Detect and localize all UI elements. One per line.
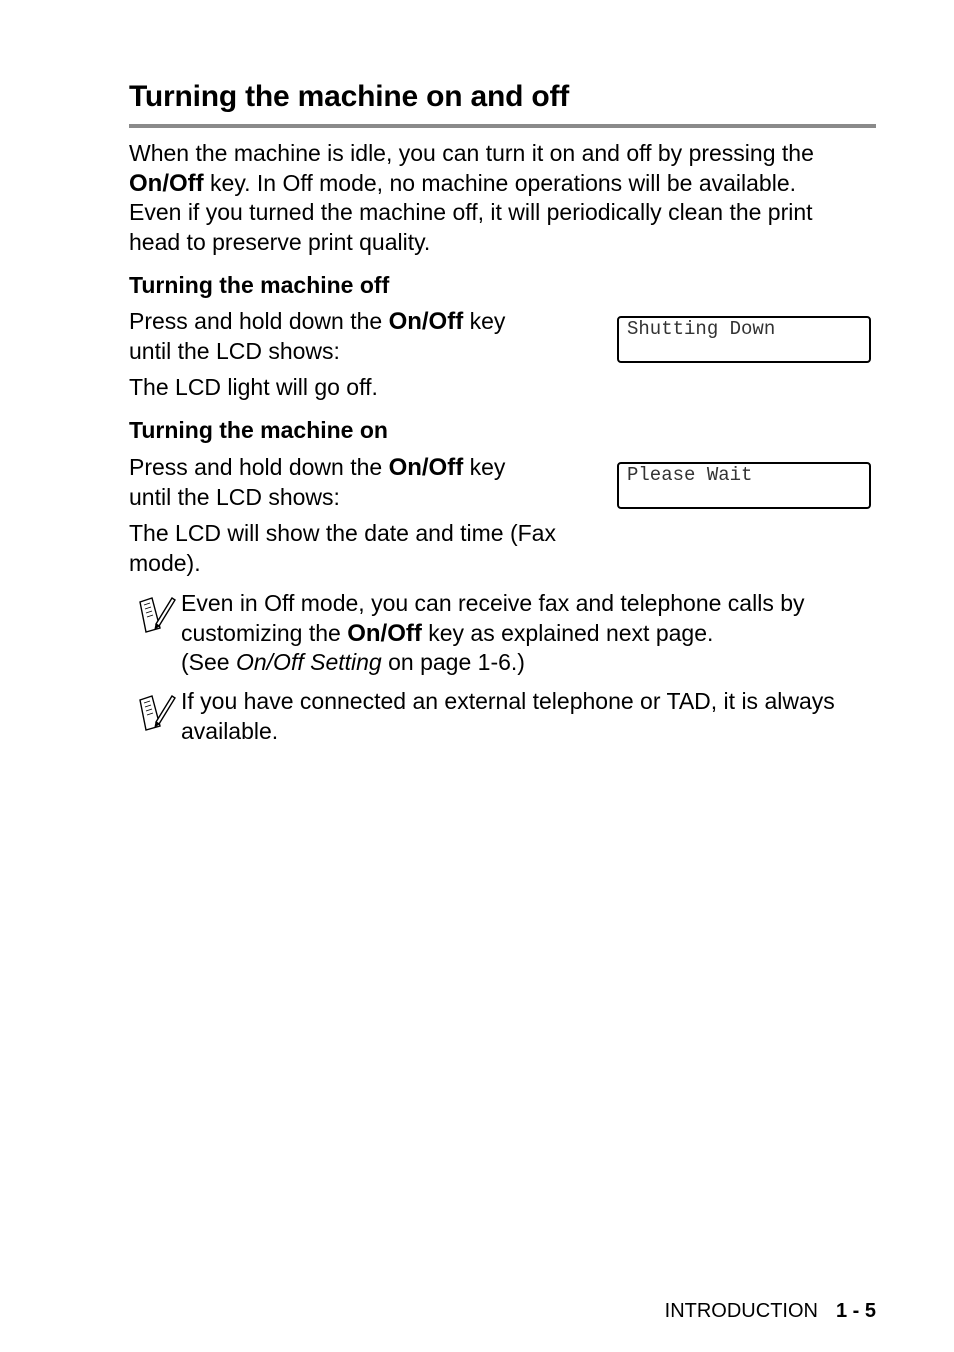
intro-paragraph <box>129 139 889 257</box>
note-2 <box>181 687 891 746</box>
note-2-line-2: available. <box>181 717 279 744</box>
lcd-display-off: Shutting Down <box>617 316 871 363</box>
cross-reference-link: On/Off Setting <box>235 649 382 675</box>
intro-line-2: On/Off key. In Off mode, no machine operations will be available. <box>129 169 797 197</box>
section-heading-on: Turning the machine on <box>129 417 388 443</box>
lcd-display-on: Please Wait <box>617 462 871 509</box>
note-1 <box>181 589 891 678</box>
page-title: Turning the machine on and off <box>129 80 570 113</box>
on-result-1: The LCD will show the date and time (Fax <box>129 520 556 546</box>
on-off-key-label: On/Off <box>388 454 464 481</box>
intro-line-1: When the machine is idle, you can turn it on and off by pressing the <box>129 140 814 166</box>
note-1-line-3: (See On/Off Setting on page 1-6.) <box>181 649 525 675</box>
on-instructions <box>129 453 599 578</box>
note-1-line-1: Even in Off mode, you can receive fax and telephone calls by <box>181 590 805 616</box>
on-line-2: until the LCD shows: <box>129 483 340 510</box>
off-line-1: Press and hold down the On/Off key <box>129 308 506 335</box>
on-line-1: Press and hold down the On/Off key <box>129 454 506 481</box>
on-off-key-label: On/Off <box>388 308 464 335</box>
on-off-key-label: On/Off <box>129 169 204 197</box>
footer-section-label: INTRODUCTION <box>664 1300 818 1322</box>
intro-line-4: head to preserve print quality. <box>129 228 431 255</box>
on-result-2: mode). <box>129 549 201 576</box>
on-off-key-label: On/Off <box>347 619 422 647</box>
off-instructions <box>129 307 599 403</box>
title-divider <box>129 124 876 128</box>
note-pencil-icon <box>136 692 176 732</box>
page-footer <box>665 1300 876 1323</box>
section-heading-off: Turning the machine off <box>129 272 390 298</box>
intro-line-3: Even if you turned the machine off, it will periodically clean the print <box>129 199 813 225</box>
note-2-line-1: If you have connected an external telephone or TAD, it is always <box>181 688 835 714</box>
note-1-line-2: customizing the On/Off key as explained next page. <box>181 619 714 647</box>
note-pencil-icon <box>136 594 176 634</box>
page-number: 1 - 5 <box>835 1300 876 1322</box>
off-line-2: until the LCD shows: <box>129 337 340 364</box>
off-result: The LCD light will go off. <box>129 374 378 400</box>
